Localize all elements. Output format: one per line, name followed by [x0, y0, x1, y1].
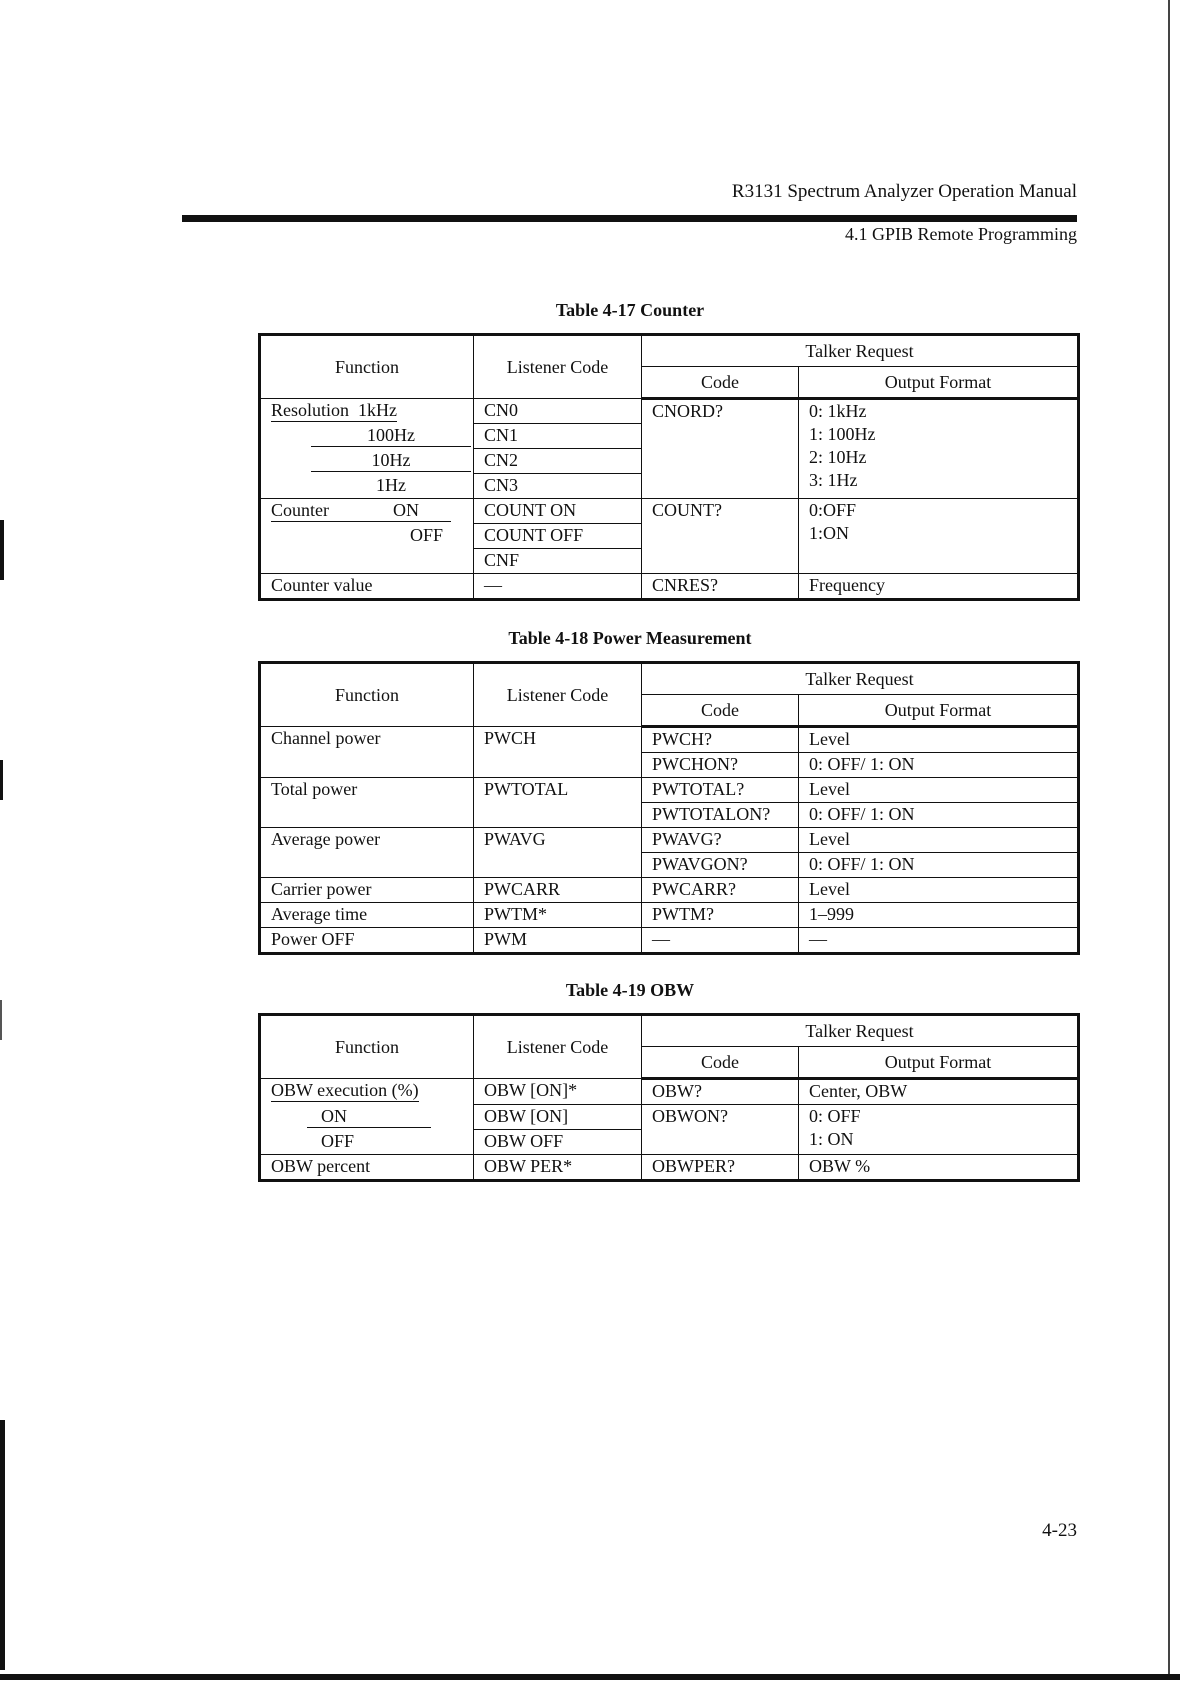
table-cell: PWCHON?: [642, 753, 799, 778]
format-line: 0: OFF: [809, 1106, 861, 1126]
header-talker-request: Talker Request: [642, 663, 1079, 695]
table-cell: PWTM?: [642, 903, 799, 928]
obw-on-label: ON: [307, 1105, 431, 1128]
table-cell: —: [642, 928, 799, 954]
table-cell: [260, 549, 474, 574]
obw-execution-label: OBW execution (%): [271, 1080, 419, 1100]
table-cell: CN0: [474, 399, 642, 424]
format-line: 2: 10Hz: [809, 447, 867, 467]
table-cell: CN3: [474, 474, 642, 499]
header-function: Function: [260, 335, 474, 399]
header-listener-code: Listener Code: [474, 335, 642, 399]
table-cell: Level: [799, 727, 1079, 753]
table-cell: OBW OFF: [474, 1130, 642, 1155]
table-cell: OBW [ON]*: [474, 1079, 642, 1105]
table-cell: Carrier power: [260, 878, 474, 903]
table-cell: [799, 1105, 1079, 1155]
table-cell: Average time: [260, 903, 474, 928]
table-cell: 0: OFF/ 1: ON: [799, 753, 1079, 778]
table-cell: Power OFF: [260, 928, 474, 954]
table-cell: OBW percent: [260, 1155, 474, 1181]
table-cell: —: [474, 574, 642, 600]
table-cell: PWCARR?: [642, 878, 799, 903]
table-cell: Total power: [260, 778, 474, 828]
table-cell: OBW %: [799, 1155, 1079, 1181]
table-cell: PWAVG: [474, 828, 642, 878]
table-cell: [260, 424, 474, 449]
counter-label: Counter: [271, 500, 329, 520]
header-output-format: Output Format: [799, 367, 1079, 399]
table-cell: Counter value: [260, 574, 474, 600]
table-cell: COUNT OFF: [474, 524, 642, 549]
header-code: Code: [642, 1047, 799, 1079]
table-cell: PWTM*: [474, 903, 642, 928]
header-rule: [182, 215, 1077, 222]
table-cell: 0: OFF/ 1: ON: [799, 853, 1079, 878]
table-cell: 0: OFF/ 1: ON: [799, 803, 1079, 828]
table-power-measurement: [258, 661, 1080, 955]
resolution-100hz: 100Hz: [311, 424, 471, 447]
table-cell: OBWON?: [642, 1105, 799, 1155]
section-title: 4.1 GPIB Remote Programming: [845, 224, 1077, 244]
table-cell: [260, 1105, 474, 1130]
resolution-label: Resolution: [271, 400, 350, 420]
table-cell: PWCH: [474, 727, 642, 778]
table-cell: —: [799, 928, 1079, 954]
table-cell: PWTOTAL: [474, 778, 642, 828]
header-output-format: Output Format: [799, 1047, 1079, 1079]
table-cell: Level: [799, 828, 1079, 853]
table-cell: OFF: [260, 524, 474, 549]
table-cell: PWTOTALON?: [642, 803, 799, 828]
table-cell: [260, 499, 474, 524]
table-cell: [799, 399, 1079, 499]
table-caption-power: Table 4-18 Power Measurement: [508, 628, 752, 648]
format-line: 1: ON: [809, 1129, 854, 1149]
header-code: Code: [642, 367, 799, 399]
format-line: 0:OFF: [809, 500, 857, 520]
page-number: 4-23: [1042, 1520, 1077, 1541]
resolution-10hz: 10Hz: [311, 449, 471, 472]
header-listener-code: Listener Code: [474, 663, 642, 727]
table-cell: [260, 474, 474, 499]
format-line: 1:ON: [809, 523, 849, 543]
table-cell: PWAVG?: [642, 828, 799, 853]
counter-on-label: ON: [393, 500, 419, 520]
scan-right-edge: [1168, 0, 1170, 1680]
format-line: 1: 100Hz: [809, 424, 876, 444]
table-cell: PWAVGON?: [642, 853, 799, 878]
format-line: 0: 1kHz: [809, 401, 867, 421]
table-cell: OBW [ON]: [474, 1105, 642, 1130]
header-function: Function: [260, 663, 474, 727]
table-cell: OFF: [260, 1130, 474, 1155]
header-output-format: Output Format: [799, 695, 1079, 727]
table-cell: COUNT?: [642, 499, 799, 574]
table-cell: [260, 449, 474, 474]
header-code: Code: [642, 695, 799, 727]
header-talker-request: Talker Request: [642, 335, 1079, 367]
table-cell: Average power: [260, 828, 474, 878]
table-cell: Level: [799, 878, 1079, 903]
table-cell: [260, 399, 474, 424]
table-cell: CN2: [474, 449, 642, 474]
table-cell: CN1: [474, 424, 642, 449]
header-listener-code: Listener Code: [474, 1015, 642, 1079]
table-counter: [258, 333, 1080, 601]
table-cell: PWTOTAL?: [642, 778, 799, 803]
table-cell: OBWPER?: [642, 1155, 799, 1181]
table-obw: [258, 1013, 1080, 1182]
table-cell: CNORD?: [642, 399, 799, 499]
table-cell: OBW?: [642, 1079, 799, 1105]
table-cell: PWCH?: [642, 727, 799, 753]
table-caption-obw: Table 4-19 OBW: [565, 980, 695, 1000]
header-talker-request: Talker Request: [642, 1015, 1079, 1047]
resolution-1hz: 1Hz: [376, 474, 406, 495]
scan-bottom-edge: [0, 1674, 1180, 1680]
table-cell: Center, OBW: [799, 1079, 1079, 1105]
table-cell: CNRES?: [642, 574, 799, 600]
table-cell: CNF: [474, 549, 642, 574]
table-cell: Frequency: [799, 574, 1079, 600]
table-cell: [260, 1079, 474, 1105]
scan-binding-marks: [0, 0, 10, 1680]
table-cell: PWCARR: [474, 878, 642, 903]
table-cell: 1–999: [799, 903, 1079, 928]
table-cell: COUNT ON: [474, 499, 642, 524]
manual-title: R3131 Spectrum Analyzer Operation Manual: [731, 181, 1077, 202]
resolution-1khz: 1kHz: [358, 400, 398, 420]
table-cell: Channel power: [260, 727, 474, 778]
table-cell: OBW PER*: [474, 1155, 642, 1181]
format-line: 3: 1Hz: [809, 470, 858, 490]
header-function: Function: [260, 1015, 474, 1079]
table-cell: PWM: [474, 928, 642, 954]
table-caption-counter: Table 4-17 Counter: [555, 300, 705, 320]
table-cell: Level: [799, 778, 1079, 803]
table-cell: [799, 499, 1079, 574]
